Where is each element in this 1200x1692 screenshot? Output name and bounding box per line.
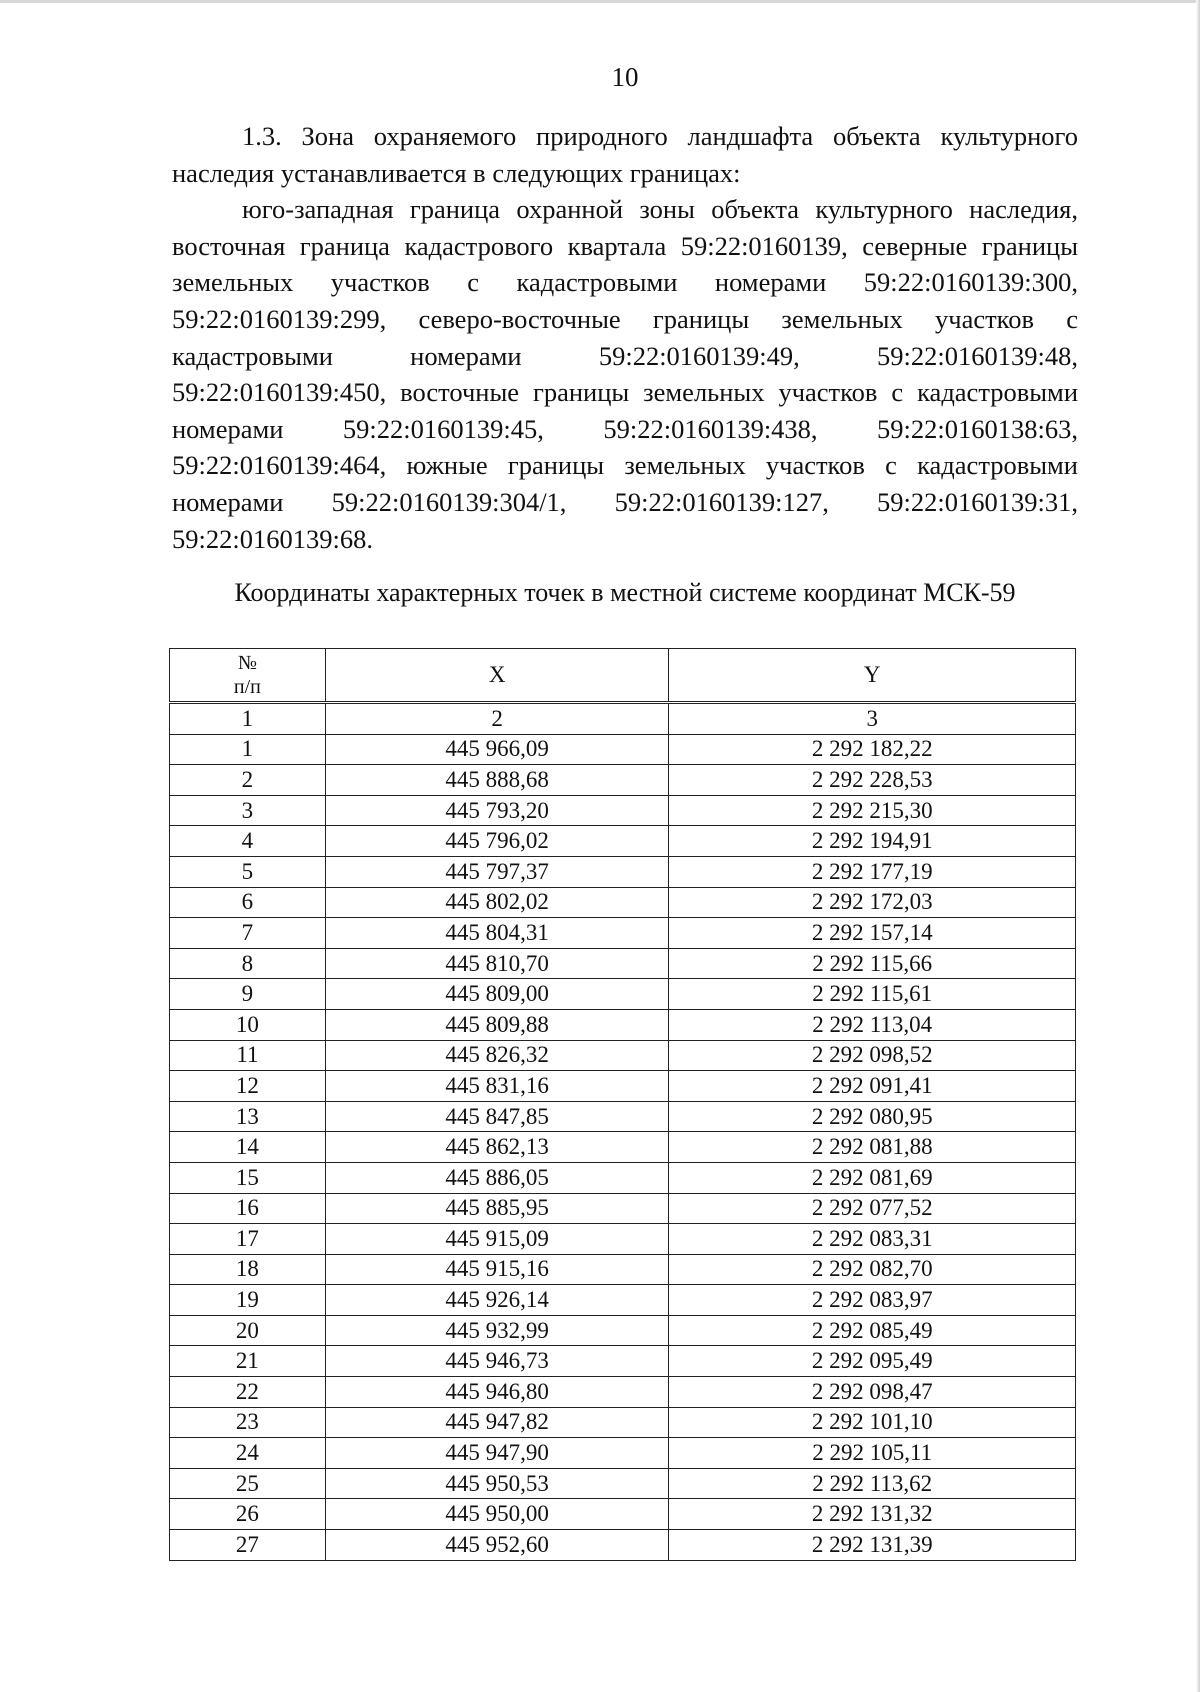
table-row [170, 887, 1076, 918]
column-index-cell: 2 [325, 703, 669, 735]
column-header-number [170, 649, 326, 703]
x-coordinate-cell: 445 809,00 [325, 979, 669, 1010]
y-coordinate-cell: 2 292 215,30 [669, 795, 1076, 826]
x-coordinate-cell: 445 802,02 [325, 887, 669, 918]
y-coordinate-cell: 2 292 098,47 [669, 1377, 1076, 1408]
point-number-cell: 2 [170, 765, 326, 796]
table-row [170, 918, 1076, 949]
table-caption: Координаты характерных точек в местной системе координат МСК-59 [234, 578, 1016, 607]
y-coordinate-cell: 2 292 095,49 [669, 1346, 1076, 1377]
point-number-cell: 10 [170, 1009, 326, 1040]
x-coordinate-cell: 445 946,73 [325, 1346, 669, 1377]
y-coordinate-cell: 2 292 131,32 [669, 1499, 1076, 1530]
x-coordinate-cell: 445 885,95 [325, 1193, 669, 1224]
x-coordinate-cell: 445 946,80 [325, 1377, 669, 1408]
page-top-edge [0, 0, 1200, 3]
table-row [170, 1162, 1076, 1193]
point-number-cell: 27 [170, 1530, 326, 1561]
table-body [170, 703, 1076, 1561]
paragraph-boundaries: юго-западная граница охранной зоны объекта культурного наследия, восточная граница кадастрового квартала 59:22:0160139, северные границы земельных участков с кадастровыми номерами 59:22:0160139:300, 59:22:0160139:299, северо-восточные границы земельных участков с кадастровыми номерами 59:22:0160139:49, 59:22:0160139:48, 59:22:0160139:450, восточные границы земельных участков с кадастровыми номерами 59:22:0160139:45, 59:22:0160139:438, 59:22:0160138:63, 59:22:0160139:464, южные границы земельных участков с кадастровыми номерами 59:22:0160139:304/1, 59:22:0160139:127, 59:22:0160139:31, 59:22:0160139:68. [172, 194, 1078, 554]
y-coordinate-cell: 2 292 083,97 [669, 1285, 1076, 1316]
table-row [170, 734, 1076, 765]
point-number-cell: 25 [170, 1468, 326, 1499]
point-number-cell: 6 [170, 887, 326, 918]
x-coordinate-cell: 445 947,82 [325, 1407, 669, 1438]
point-number-cell: 8 [170, 948, 326, 979]
y-coordinate-cell: 2 292 083,31 [669, 1224, 1076, 1255]
table-row [170, 1438, 1076, 1469]
table-row [170, 1254, 1076, 1285]
x-coordinate-cell: 445 810,70 [325, 948, 669, 979]
point-number-cell: 15 [170, 1162, 326, 1193]
column-header-number-abbr: п/п [233, 676, 261, 698]
x-coordinate-cell: 445 797,37 [325, 856, 669, 887]
point-number-cell: 5 [170, 856, 326, 887]
x-coordinate-cell: 445 915,09 [325, 1224, 669, 1255]
point-number-cell: 23 [170, 1407, 326, 1438]
column-index-cell: 3 [669, 703, 1076, 735]
y-coordinate-cell: 2 292 101,10 [669, 1407, 1076, 1438]
x-coordinate-cell: 445 888,68 [325, 765, 669, 796]
paragraph-clause-1-3: 1.3. Зона охраняемого природного ландшафта объекта культурного наследия устанавливается в следующих границах: [172, 121, 1078, 188]
table-row [170, 1315, 1076, 1346]
x-coordinate-cell: 445 966,09 [325, 734, 669, 765]
table-row [170, 948, 1076, 979]
x-coordinate-cell: 445 831,16 [325, 1071, 669, 1102]
point-number-cell: 12 [170, 1071, 326, 1102]
x-coordinate-cell: 445 826,32 [325, 1040, 669, 1071]
x-coordinate-cell: 445 793,20 [325, 795, 669, 826]
point-number-cell: 16 [170, 1193, 326, 1224]
y-coordinate-cell: 2 292 228,53 [669, 765, 1076, 796]
y-coordinate-cell: 2 292 177,19 [669, 856, 1076, 887]
point-number-cell: 21 [170, 1346, 326, 1377]
y-coordinate-cell: 2 292 081,88 [669, 1132, 1076, 1163]
table-row [170, 1193, 1076, 1224]
y-coordinate-cell: 2 292 172,03 [669, 887, 1076, 918]
y-coordinate-cell: 2 292 105,11 [669, 1438, 1076, 1469]
table-row [170, 765, 1076, 796]
y-coordinate-cell: 2 292 091,41 [669, 1071, 1076, 1102]
x-coordinate-cell: 445 804,31 [325, 918, 669, 949]
x-coordinate-cell: 445 809,88 [325, 1009, 669, 1040]
y-coordinate-cell: 2 292 077,52 [669, 1193, 1076, 1224]
table-row [170, 1009, 1076, 1040]
table-row [170, 1407, 1076, 1438]
table-row [170, 1101, 1076, 1132]
x-coordinate-cell: 445 952,60 [325, 1530, 669, 1561]
table-row [170, 1377, 1076, 1408]
table-row [170, 1346, 1076, 1377]
column-index-row [170, 703, 1076, 735]
x-coordinate-cell: 445 932,99 [325, 1315, 669, 1346]
point-number-cell: 24 [170, 1438, 326, 1469]
table-row [170, 1530, 1076, 1561]
table-row [170, 1040, 1076, 1071]
page-right-edge [1196, 0, 1200, 1692]
y-coordinate-cell: 2 292 081,69 [669, 1162, 1076, 1193]
table-row [170, 795, 1076, 826]
x-coordinate-cell: 445 926,14 [325, 1285, 669, 1316]
point-number-cell: 14 [170, 1132, 326, 1163]
point-number-cell: 26 [170, 1499, 326, 1530]
y-coordinate-cell: 2 292 080,95 [669, 1101, 1076, 1132]
point-number-cell: 11 [170, 1040, 326, 1071]
x-coordinate-cell: 445 847,85 [325, 1101, 669, 1132]
point-number-cell: 3 [170, 795, 326, 826]
table-row [170, 1224, 1076, 1255]
x-coordinate-cell: 445 947,90 [325, 1438, 669, 1469]
point-number-cell: 19 [170, 1285, 326, 1316]
coordinates-table [169, 648, 1076, 1561]
point-number-cell: 9 [170, 979, 326, 1010]
table-row [170, 1071, 1076, 1102]
point-number-cell: 17 [170, 1224, 326, 1255]
point-number-cell: 13 [170, 1101, 326, 1132]
y-coordinate-cell: 2 292 113,04 [669, 1009, 1076, 1040]
table-row [170, 1499, 1076, 1530]
x-coordinate-cell: 445 950,53 [325, 1468, 669, 1499]
y-coordinate-cell: 2 292 085,49 [669, 1315, 1076, 1346]
table-row [170, 1132, 1076, 1163]
x-coordinate-cell: 445 796,02 [325, 826, 669, 857]
point-number-cell: 1 [170, 734, 326, 765]
table-row [170, 1285, 1076, 1316]
x-coordinate-cell: 445 950,00 [325, 1499, 669, 1530]
y-coordinate-cell: 2 292 157,14 [669, 918, 1076, 949]
column-header-number-symbol: № [237, 652, 257, 674]
point-number-cell: 4 [170, 826, 326, 857]
y-coordinate-cell: 2 292 115,66 [669, 948, 1076, 979]
x-coordinate-cell: 445 886,05 [325, 1162, 669, 1193]
table-row [170, 1468, 1076, 1499]
column-header-x: X [325, 649, 669, 703]
document-body [172, 118, 1078, 557]
point-number-cell: 22 [170, 1377, 326, 1408]
y-coordinate-cell: 2 292 182,22 [669, 734, 1076, 765]
table-row [170, 856, 1076, 887]
point-number-cell: 18 [170, 1254, 326, 1285]
point-number-cell: 7 [170, 918, 326, 949]
table-row [170, 826, 1076, 857]
page-number: 10 [611, 62, 639, 92]
y-coordinate-cell: 2 292 194,91 [669, 826, 1076, 857]
table-row [170, 979, 1076, 1010]
x-coordinate-cell: 445 862,13 [325, 1132, 669, 1163]
column-header-y: Y [669, 649, 1076, 703]
table-header-row [170, 649, 1076, 703]
point-number-cell: 20 [170, 1315, 326, 1346]
y-coordinate-cell: 2 292 131,39 [669, 1530, 1076, 1561]
column-index-cell: 1 [170, 703, 326, 735]
y-coordinate-cell: 2 292 098,52 [669, 1040, 1076, 1071]
x-coordinate-cell: 445 915,16 [325, 1254, 669, 1285]
y-coordinate-cell: 2 292 113,62 [669, 1468, 1076, 1499]
y-coordinate-cell: 2 292 115,61 [669, 979, 1076, 1010]
y-coordinate-cell: 2 292 082,70 [669, 1254, 1076, 1285]
